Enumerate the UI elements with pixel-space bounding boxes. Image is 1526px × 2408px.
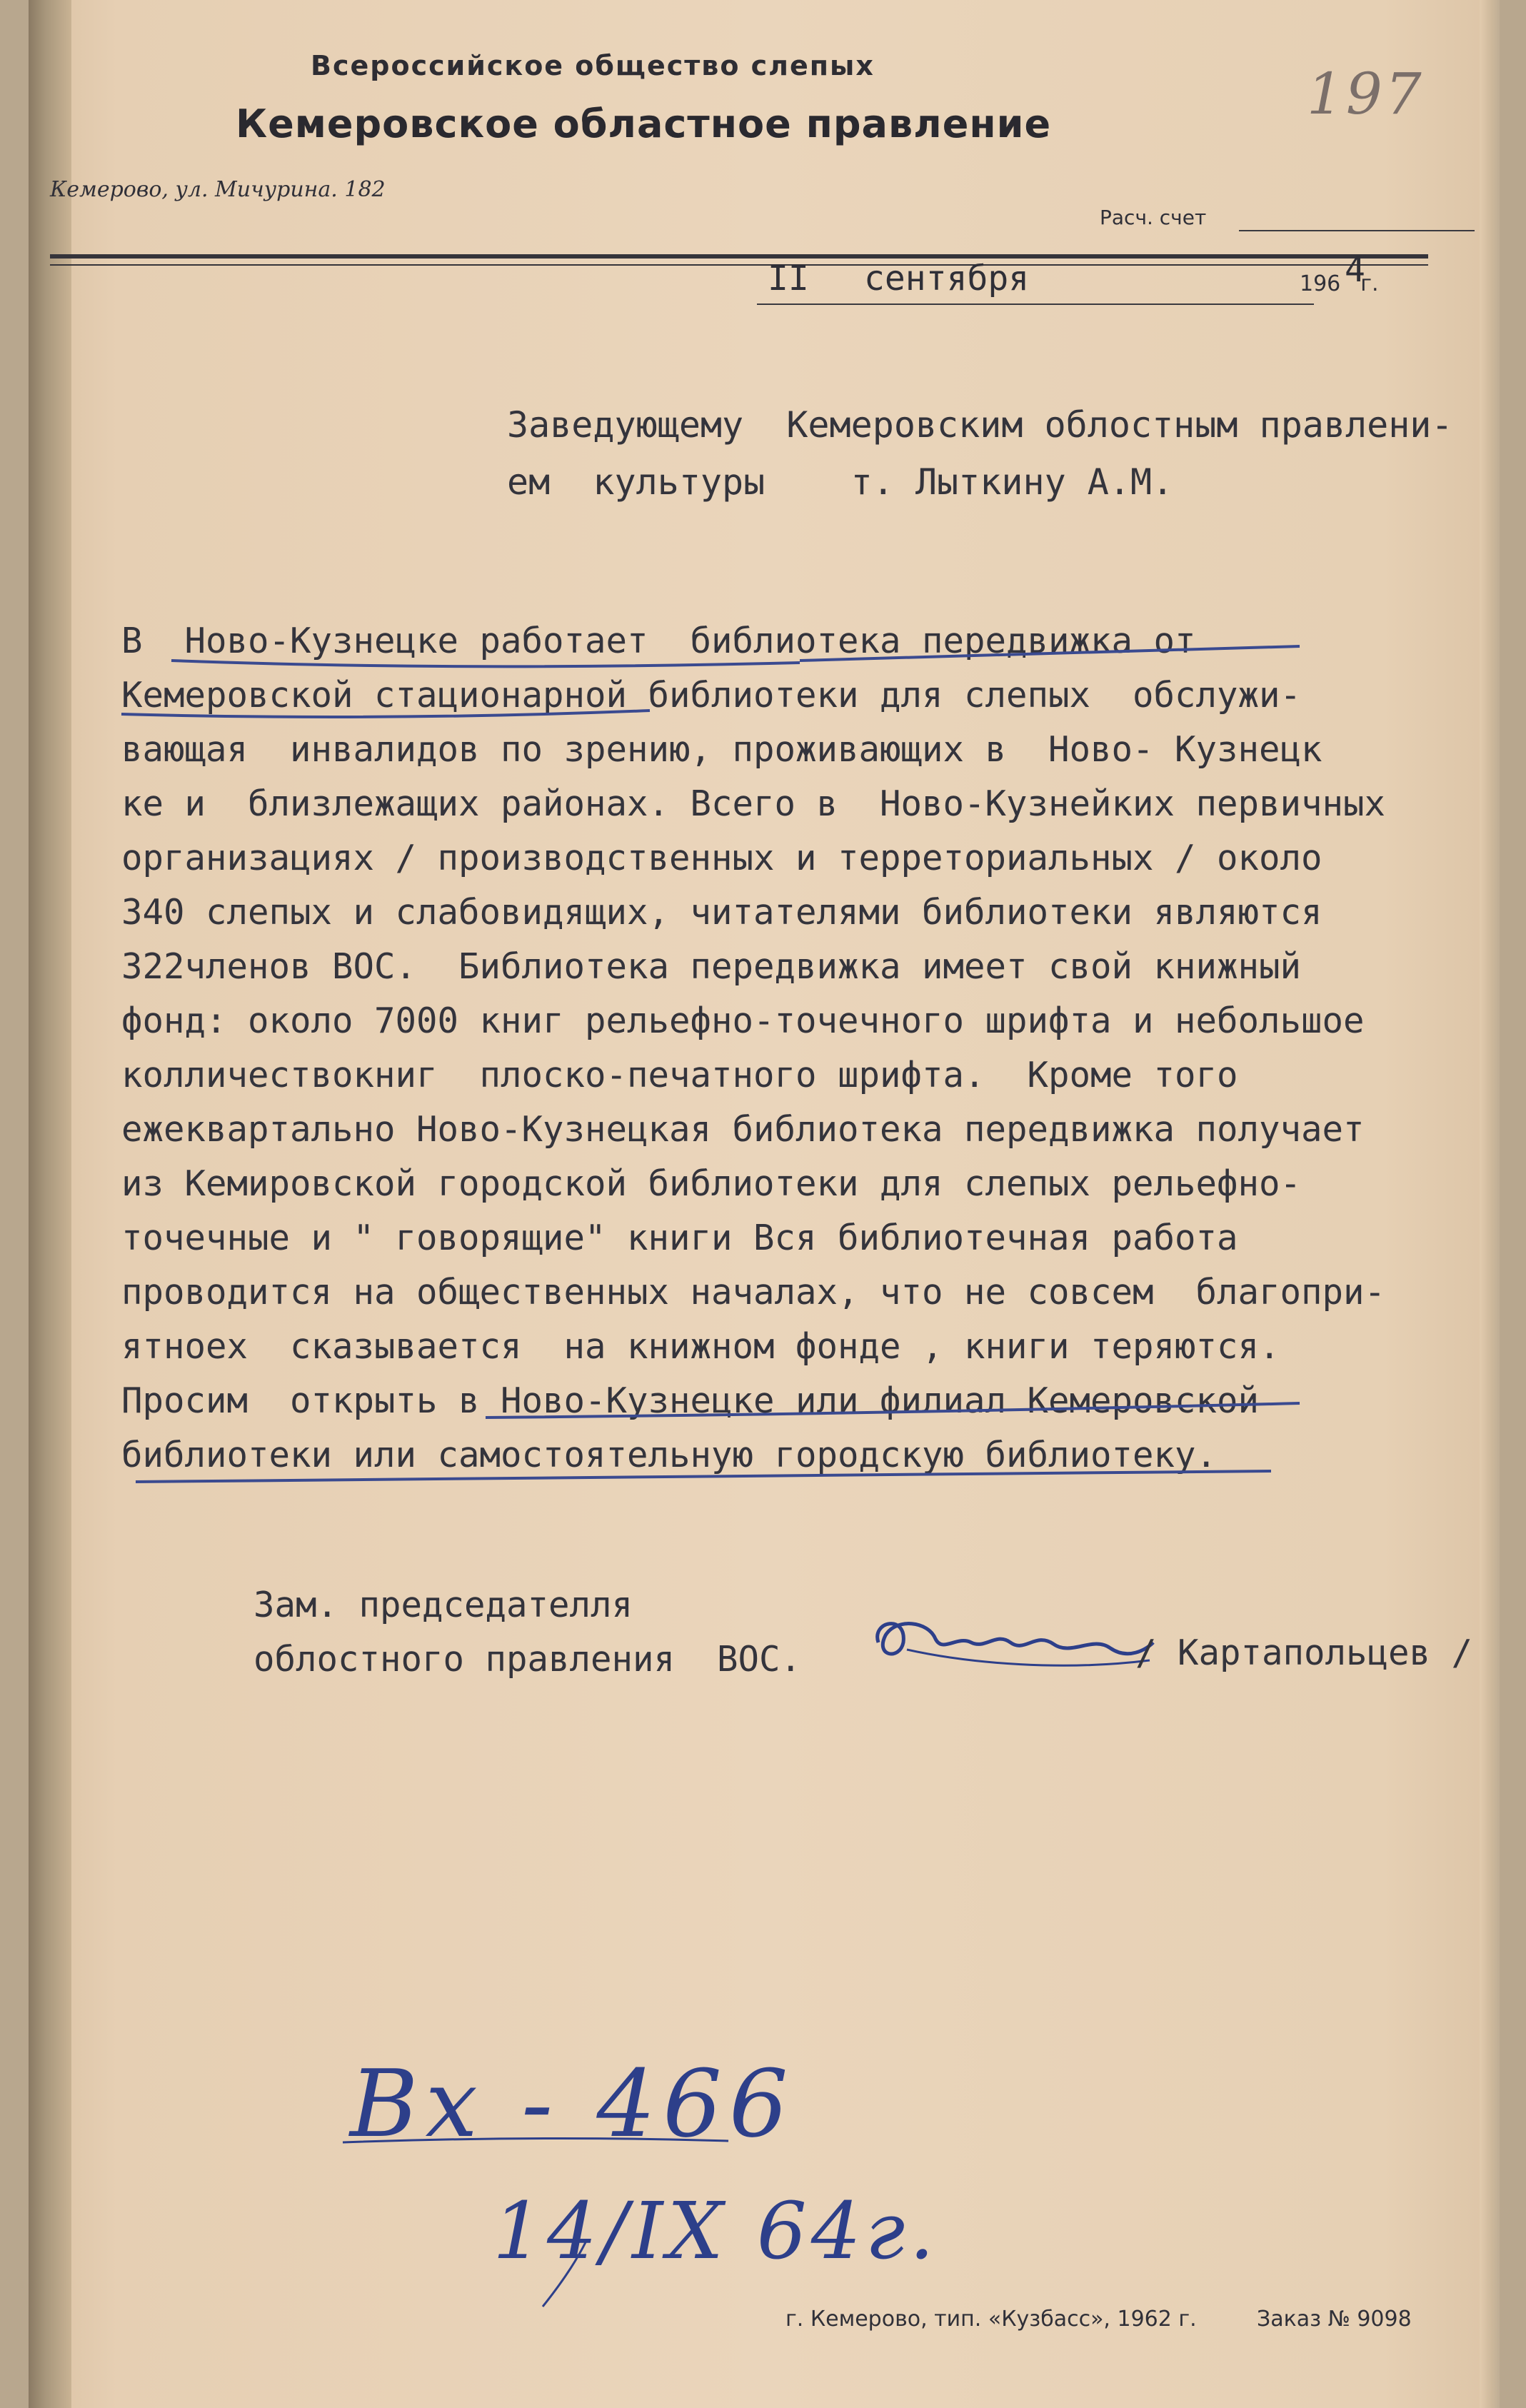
body-line: проводится на общественных началах, что не совсем благопри-: [121, 1272, 1386, 1313]
body-line: колличествокниг плоско-печатного шрифта. Кроме того: [121, 1055, 1238, 1095]
date-month: сентября: [864, 259, 1030, 299]
date-year-digit: 4: [1345, 250, 1365, 290]
binding-spine: [29, 0, 71, 2408]
date-day: II: [768, 259, 809, 299]
date-blank-line: [757, 303, 1314, 305]
addressee: [507, 396, 1500, 511]
regional-board-name: Кемеровское областное правление: [236, 101, 1052, 146]
body-line: Кемеровской стационарной библиотеки для слепых обслужи-: [121, 675, 1302, 716]
address: Кемерово, ул. Мичурина. 182: [50, 177, 386, 202]
signatory-name: / Картапольцев /: [1135, 1632, 1473, 1673]
signatory-title-2: облостного правления ВОС.: [254, 1639, 802, 1680]
handwritten-signature: [864, 1592, 1164, 1707]
body-line: организациях / производственных и терреториальных / около: [121, 838, 1322, 878]
printer-imprint: г. Кемерово, тип. «Кузбасс», 1962 г.: [785, 2307, 1197, 2332]
letterhead-rule: [50, 254, 1428, 259]
year-prefix: 196: [1300, 271, 1341, 296]
body-line: вающая инвалидов по зрению, проживающих в Ново- Кузнецк: [121, 729, 1322, 770]
body-line: ежеквартально Ново-Кузнецкая библиотека передвижка получает: [121, 1109, 1365, 1150]
registration-date: 14/IX 64г.: [493, 2185, 939, 2277]
body-line: точечные и " говорящие" книги Вся библиотечная работа: [121, 1218, 1238, 1258]
body-line: Просим открыть в Ново-Кузнецке или филиал Кемеровской: [121, 1380, 1260, 1421]
archive-page-number: 197: [1307, 61, 1425, 127]
body-line: В Ново-Кузнецке работает библиотека передвижка от: [121, 621, 1196, 661]
body-line: фонд: около 7000 книг рельефно-точечного шрифта и небольшое: [121, 1000, 1365, 1041]
letterhead-rule-thin: [50, 264, 1428, 266]
printer-order: Заказ № 9098: [1257, 2307, 1412, 2332]
registration-number: Вх - 466: [350, 2050, 795, 2158]
year-suffix: г.: [1360, 271, 1379, 296]
body-line: 322членов ВОС. Библиотека передвижка имеет свой книжный: [121, 946, 1302, 987]
letter-body: [121, 614, 1492, 1483]
addressee-line-2: ем культуры т. Лыткину А.М.: [507, 461, 1174, 503]
account-label: Расч. счет: [1100, 206, 1207, 229]
date-year-prefix: [1300, 271, 1379, 296]
body-line: 340 слепых и слабовидящих, читателями библиотеки являются: [121, 892, 1322, 933]
body-line: ятноех сказывается на книжном фонде , книги теряются.: [121, 1326, 1280, 1367]
addressee-line-1: Заведующему Кемеровским облостным правлени-: [507, 404, 1453, 446]
body-line: ке и близлежащих районах. Всего в Ново-Кузнейких первичных: [121, 783, 1386, 824]
registration-marks: [328, 2035, 971, 2335]
account-blank-line: [1239, 230, 1475, 231]
body-line: из Кемировской городской библиотеки для слепых рельефно-: [121, 1163, 1302, 1204]
body-line: библиотеки или самостоятельную городскую библиотеку.: [121, 1435, 1218, 1475]
document-page: [29, 0, 1500, 2408]
letterhead: [29, 0, 1500, 300]
organization-name: Всероссийское общество слепых: [311, 50, 875, 81]
signatory-title-1: Зам. председателля: [254, 1585, 633, 1625]
signature-block: [254, 1578, 801, 1687]
